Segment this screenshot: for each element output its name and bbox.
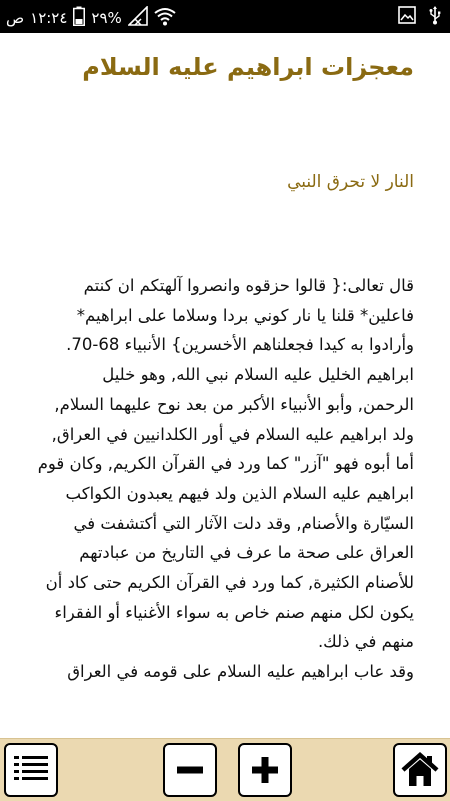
battery-icon: [73, 6, 85, 30]
usb-icon: [428, 5, 442, 29]
article-line: ولد ابراهيم عليه السلام في أور الكلدانيين في العراق,: [51, 424, 414, 444]
article-line: أما أبوه فهو "آزر" كما ورد في القرآن الكريم, وكان قوم: [37, 454, 414, 474]
article-line: وقد عاب ابراهيم عليه السلام على قومه في العراق: [67, 662, 414, 682]
minus-icon: [172, 752, 208, 788]
page-title: معجزات ابراهيم عليه السلام: [82, 53, 414, 81]
list-icon: [12, 753, 50, 787]
decrease-font-button[interactable]: [163, 743, 217, 797]
article-line: قال تعالى:{ قالوا حزقوه وانصروا آلهتكم ان كنتم: [83, 276, 414, 295]
wifi-icon: [154, 6, 176, 30]
article-subtitle: النار لا تحرق النبي: [287, 172, 414, 192]
signal-icon: [128, 6, 148, 30]
article-line: ابراهيم الخليل عليه السلام نبي الله, وهو خليل: [102, 365, 414, 385]
article-line: ابراهيم عليه السلام الذين ولد فيهم يعبدون الكواكب: [65, 483, 414, 503]
status-ampm: ص: [6, 9, 25, 27]
photo-icon: [398, 6, 416, 28]
article-line: وأرادوا به كيدا فجعلناهم الأخسرين} الأنبياء 68-70.: [66, 335, 414, 355]
status-battery-percent: ٢٩%: [91, 9, 122, 27]
plus-icon: [247, 752, 283, 788]
status-time: ١٢:٢٤: [30, 9, 68, 27]
article-line: العراق على صحة ما عرف في التاريخ من عبادتهم: [79, 543, 414, 563]
article-line: السيّارة والأصنام, وقد دلت الآثار التي أكتشفت في: [73, 513, 414, 533]
contents-list-button[interactable]: [4, 743, 58, 797]
home-button[interactable]: [393, 743, 447, 797]
article-line: يكون لكل منهم صنم خاص به سواء الأغنياء أو الفقراء: [54, 602, 414, 622]
article-content[interactable]: [0, 33, 450, 738]
article-body: [36, 271, 414, 687]
article-line: للأصنام الكثيرة, كما ورد في القرآن الكريم حتى كاد أن: [45, 573, 414, 593]
bottom-toolbar: [0, 738, 450, 801]
article-line: فاعلين* قلنا يا نار كوني بردا وسلاما على ابراهيم*: [76, 305, 414, 325]
article-line: الرحمن, وأبو الأنبياء الأكبر من بعد نوح عليهما السلام,: [54, 394, 414, 414]
status-bar: [0, 0, 450, 33]
increase-font-button[interactable]: [238, 743, 292, 797]
home-icon: [400, 751, 440, 789]
article-line: منهم في ذلك.: [317, 632, 414, 652]
status-left: [6, 6, 176, 30]
status-right: [398, 5, 442, 29]
